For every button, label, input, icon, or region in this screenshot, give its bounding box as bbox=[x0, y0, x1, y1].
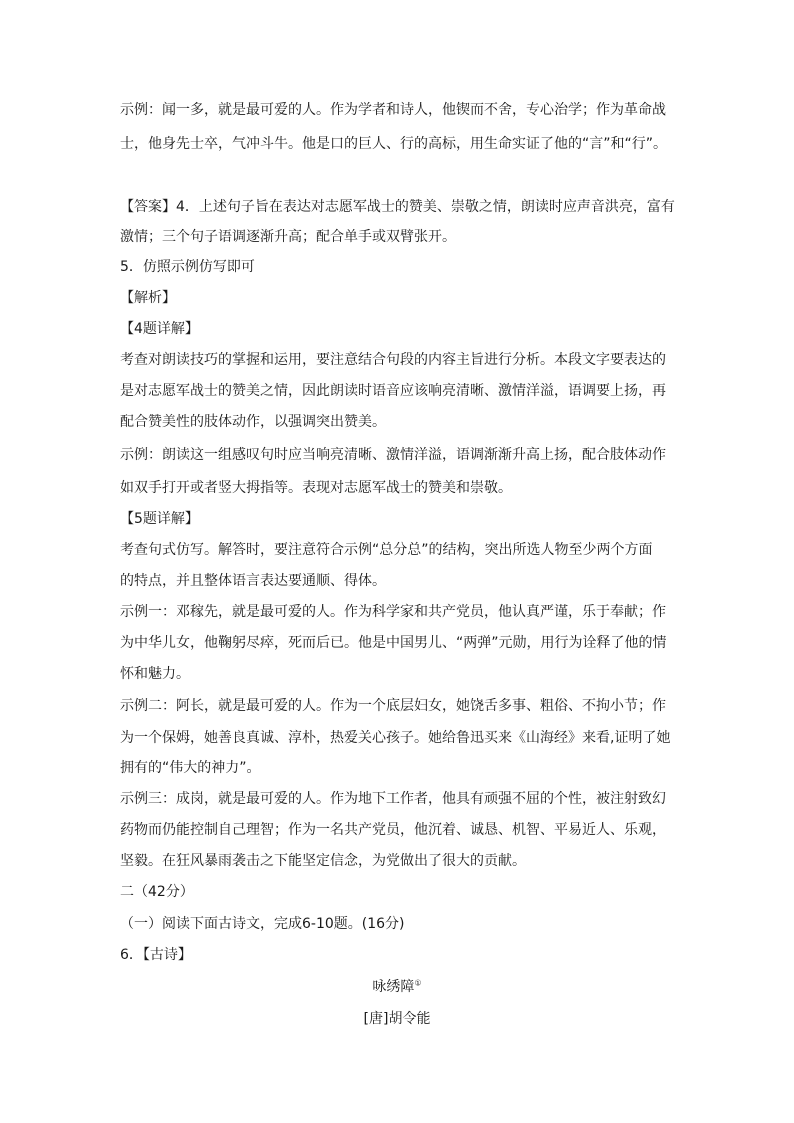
q4-detail-line-3: 配合赞美性的肢体动作，以强调突出赞美。 bbox=[120, 414, 386, 430]
section-two-heading: 二（42分） bbox=[120, 884, 194, 900]
q4-detail-line-2: 是对志愿军战士的赞美之情，因此朗读时语音应该响亮清晰、激情洋溢，语调要上扬，再 bbox=[120, 383, 666, 399]
example-two-line-3: 拥有的“伟大的神力”。 bbox=[120, 760, 261, 776]
example-three-line-2: 药物而仍能控制自己理智；作为一名共产党员，他沉着、诚恳、机智、平易近人、乐观， bbox=[120, 822, 666, 838]
q4-detail-heading: 【4题详解】 bbox=[120, 321, 199, 337]
poem-title-text: 咏绣障 bbox=[372, 979, 415, 995]
analysis-heading: 【解析】 bbox=[120, 290, 176, 306]
q4-detail-line-1: 考查对朗读技巧的掌握和运用，要注意结合句段的内容主旨进行分析。本段文字要表达的 bbox=[120, 352, 666, 368]
answer-line-2: 激情；三个句子语调逐渐升高；配合单手或双臂张开。 bbox=[120, 229, 456, 245]
example-one-line-1: 示例一：邓稼先，就是最可爱的人。作为科学家和共产党员，他认真严谨，乐于奉献；作 bbox=[120, 604, 666, 620]
example-wen-yiduo-line-1: 示例：闻一多，就是最可爱的人。作为学者和诗人，他锲而不舍，专心治学；作为革命战 bbox=[120, 102, 666, 118]
q4-example-line-1: 示例：朗读这一组感叹句时应当响亮清晰、激情洋溢，语调渐渐升高上扬，配合肢体动作 bbox=[120, 447, 666, 463]
example-one-line-2: 为中华儿女，他鞠躬尽瘁，死而后已。他是中国男儿、“两弹”元勋，用行为诠释了他的情 bbox=[120, 635, 667, 651]
answer-item-5: 5．仿照示例仿写即可 bbox=[120, 259, 255, 275]
example-wen-yiduo-line-2: 士，他身先士卒，气冲斗牛。他是口的巨人、行的高标，用生命实证了他的“言”和“行”。 bbox=[120, 136, 668, 152]
q5-detail-line-1: 考查句式仿写。解答时，要注意符合示例“总分总”的结构，突出所选人物至少两个方面 bbox=[120, 542, 653, 558]
q5-detail-heading: 【5题详解】 bbox=[120, 511, 199, 527]
question-6-heading: 6．【古诗】 bbox=[120, 947, 192, 963]
answer-line-1: 【答案】4．上述句子旨在表达对志愿军战士的赞美、崇敬之情，朗读时应声音洪亮，富有 bbox=[120, 199, 675, 215]
q4-example-line-2: 如双手打开或者竖大拇指等。表现对志愿军战士的赞美和崇敬。 bbox=[120, 480, 512, 496]
poem-title-footnote-mark: ① bbox=[414, 978, 422, 988]
subsection-one-instruction: （一）阅读下面古诗文，完成6-10题。(16分) bbox=[120, 916, 405, 932]
example-two-line-2: 为一个保姆，她善良真诚、淳朴，热爱关心孩子。她给鲁迅买来《山海经》来看,证明了她 bbox=[120, 730, 671, 746]
example-one-line-3: 怀和魅力。 bbox=[120, 666, 190, 682]
poem-title bbox=[0, 978, 794, 996]
poem-author: [唐]胡令能 bbox=[363, 1011, 431, 1027]
example-two-line-1: 示例二：阿长，就是最可爱的人。作为一个底层妇女，她饶舌多事、粗俗、不拘小节；作 bbox=[120, 698, 666, 714]
example-three-line-3: 坚毅。在狂风暴雨袭击之下能坚定信念，为党做出了很大的贡献。 bbox=[120, 853, 526, 869]
example-three-line-1: 示例三：成岗，就是最可爱的人。作为地下工作者，他具有顽强不屈的个性，被注射致幻 bbox=[120, 791, 666, 807]
q5-detail-line-2: 的特点，并且整体语言表达要通顺、得体。 bbox=[120, 573, 386, 589]
